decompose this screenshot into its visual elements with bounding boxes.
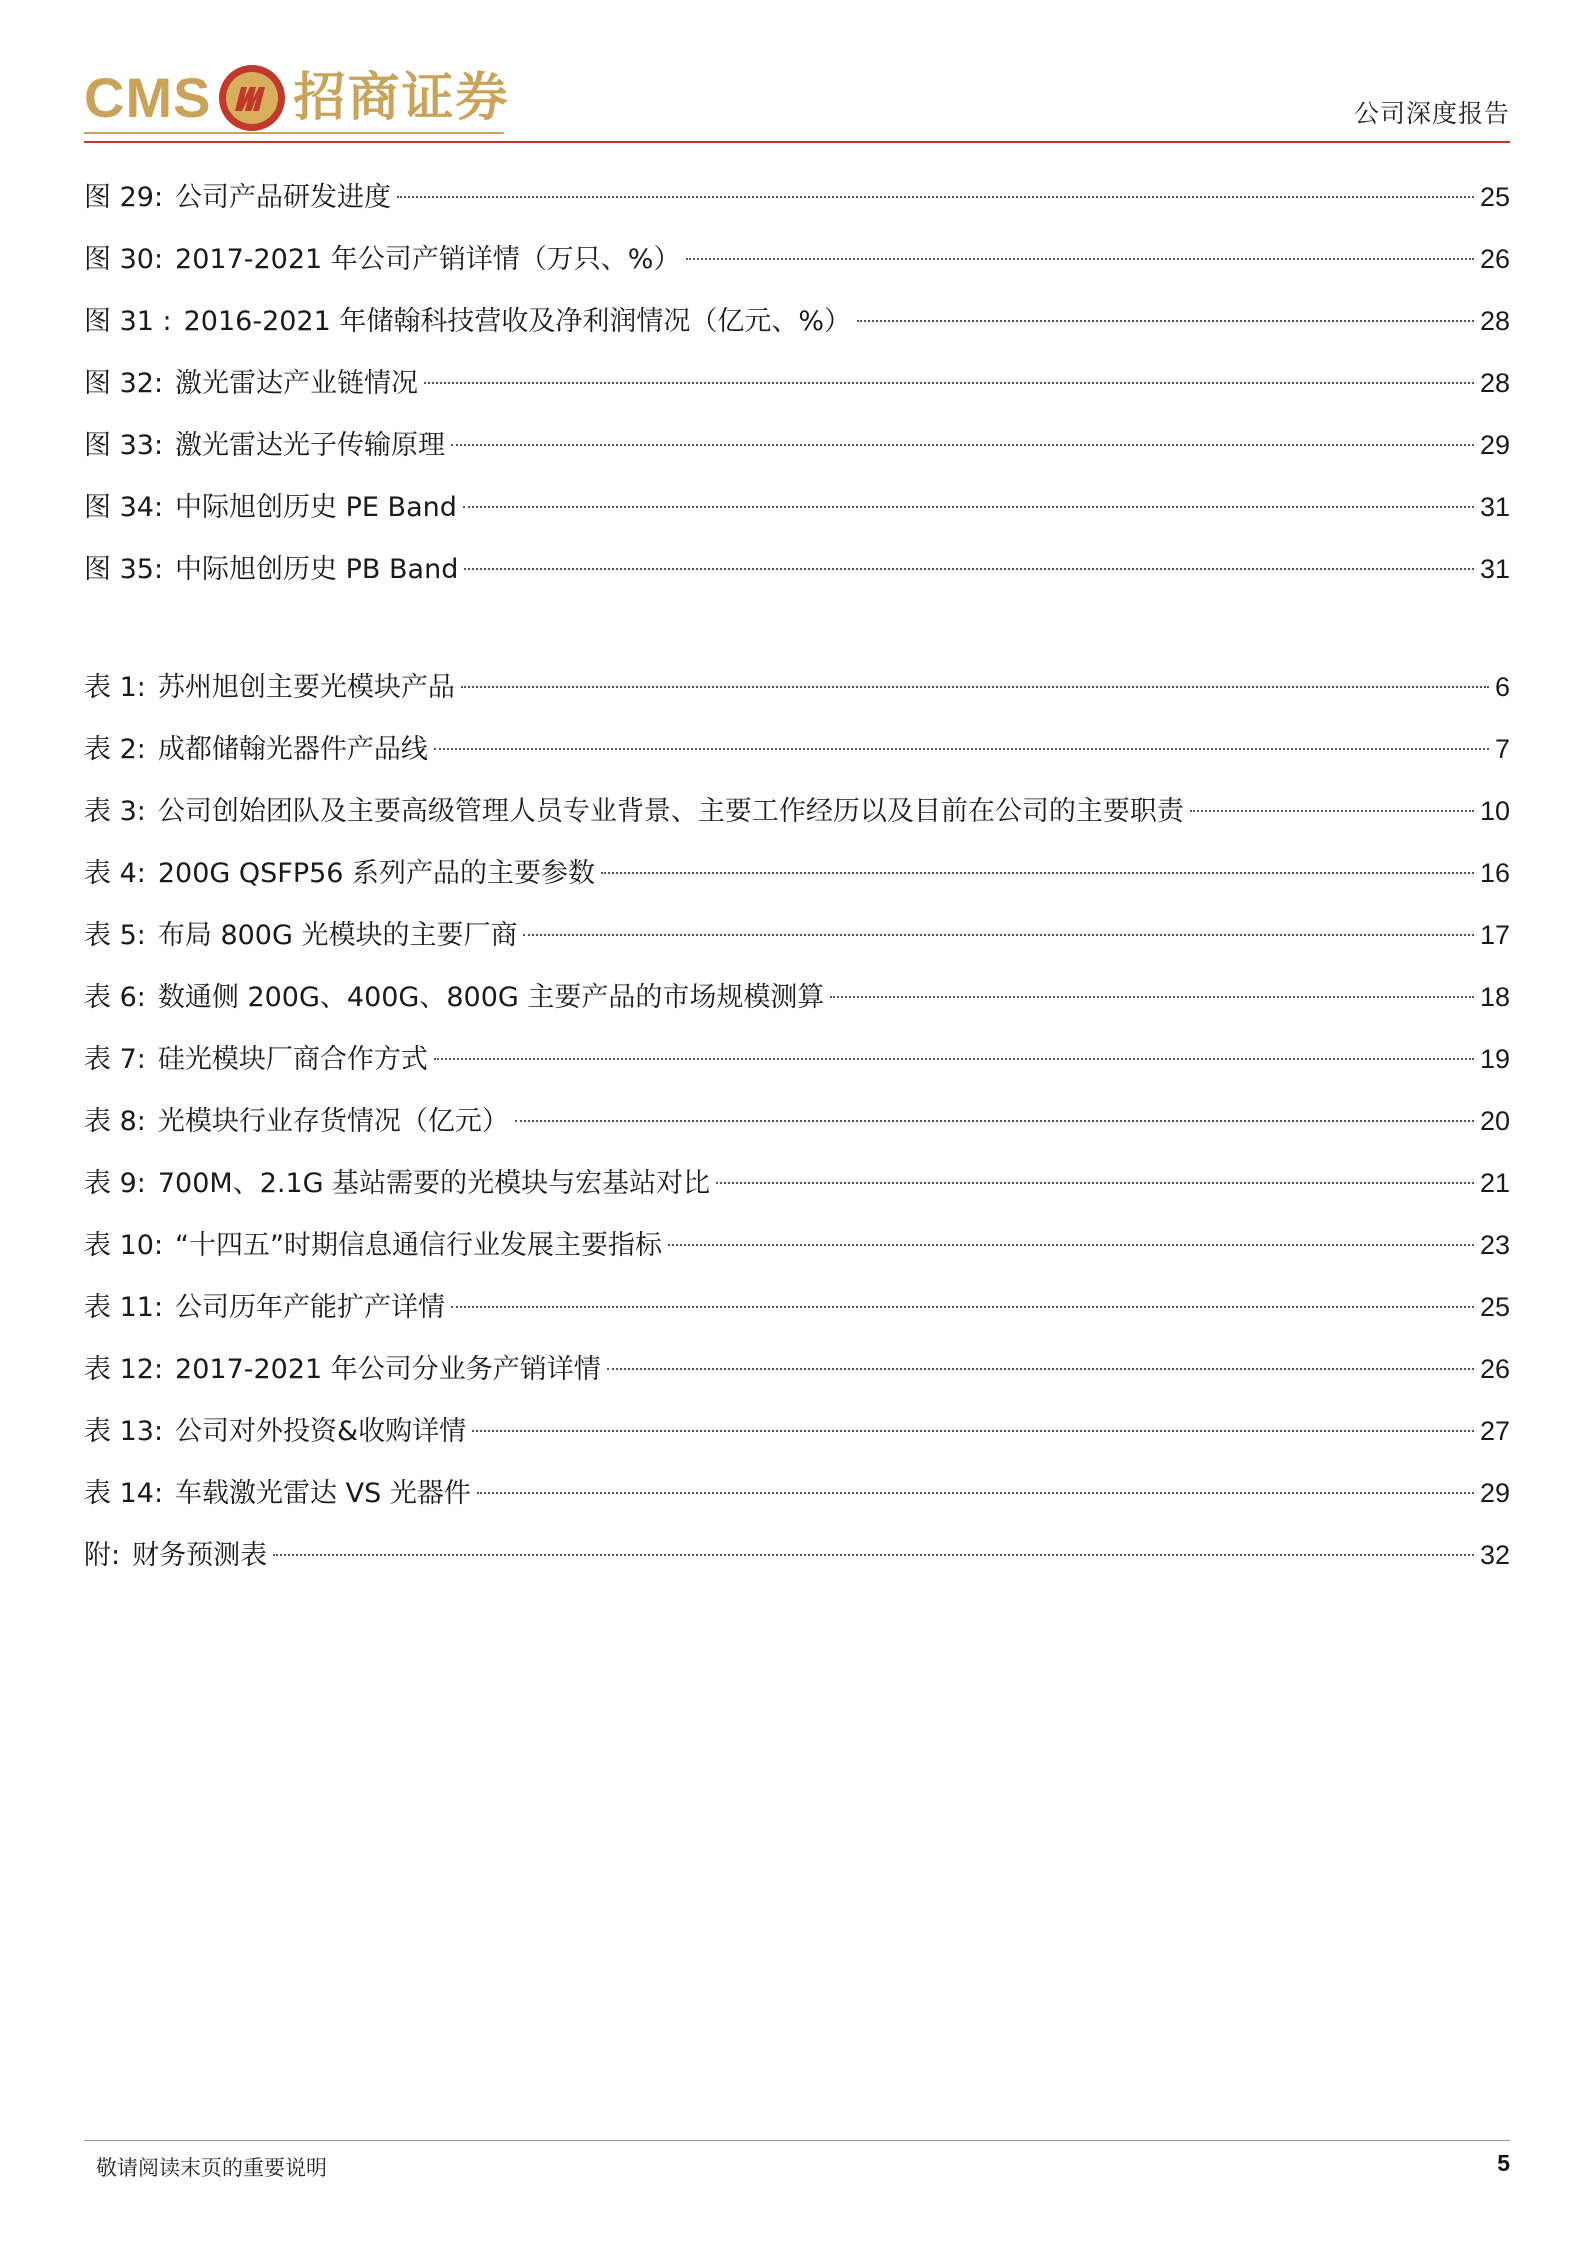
toc-dot-leader [461, 686, 1489, 688]
toc-entry-page: 19 [1479, 1044, 1510, 1074]
toc-entry-label: 表 4: [84, 858, 146, 889]
toc-entry-label: 表 7: [84, 1044, 146, 1075]
table-index-entry[interactable] [84, 1338, 1510, 1400]
toc-entry-page: 26 [1479, 244, 1510, 274]
toc-dot-leader [424, 382, 1474, 384]
figure-index-entry[interactable] [84, 228, 1510, 290]
toc-entry-page: 17 [1479, 920, 1510, 950]
table-index-entry[interactable] [84, 656, 1510, 718]
toc-entry-title: 700M、2.1G 基站需要的光模块与宏基站对比 [157, 1168, 711, 1199]
figure-index-entry[interactable] [84, 352, 1510, 414]
toc-entry-label: 图 35: [84, 554, 164, 585]
toc-entry-title: 硅光模块厂商合作方式 [157, 1044, 428, 1075]
toc-entry-label: 表 8: [84, 1106, 146, 1137]
toc-entry-page: 23 [1479, 1230, 1510, 1260]
toc-entry-label: 图 34: [84, 492, 164, 523]
toc-entry-page: 26 [1479, 1354, 1510, 1384]
toc-dot-leader [434, 1058, 1474, 1060]
toc-entry-title: 光模块行业存货情况（亿元） [157, 1106, 509, 1137]
toc-entry-title: 公司对外投资&收购详情 [175, 1416, 467, 1447]
toc-entry-title: 数通侧 200G、400G、800G 主要产品的市场规模测算 [157, 982, 825, 1013]
toc-entry-page: 32 [1479, 1540, 1510, 1570]
toc-entry-title: 苏州旭创主要光模块产品 [157, 672, 455, 703]
toc-dot-leader [607, 1368, 1474, 1370]
table-index-entry[interactable] [84, 1152, 1510, 1214]
toc-entry-label: 图 31 : [84, 306, 172, 337]
header-divider [84, 141, 1510, 143]
toc-entry-label: 表 14: [84, 1478, 164, 1509]
toc-entry-title: 激光雷达光子传输原理 [175, 430, 446, 461]
toc-entry-title: 激光雷达产业链情况 [175, 368, 419, 399]
toc-entry-page: 27 [1479, 1416, 1510, 1446]
toc-dot-leader [464, 568, 1474, 570]
toc-entry-page: 28 [1479, 306, 1510, 336]
footer-disclaimer: 敬请阅读末页的重要说明 [96, 2156, 327, 2180]
toc-entry-page: 28 [1479, 368, 1510, 398]
toc-entry-page: 31 [1479, 492, 1510, 522]
toc-dot-leader [1190, 810, 1474, 812]
toc-entry-page: 10 [1479, 796, 1510, 826]
toc-entry-page: 21 [1479, 1168, 1510, 1198]
figure-index-entry[interactable] [84, 476, 1510, 538]
toc-entry-title: 2016-2021 年储翰科技营收及净利润情况（亿元、%） [183, 306, 852, 337]
toc-dot-leader [857, 320, 1474, 322]
logo-underline [84, 132, 504, 134]
figure-index-entry[interactable] [84, 290, 1510, 352]
toc-entry-page: 16 [1479, 858, 1510, 888]
figure-index-entry[interactable] [84, 166, 1510, 228]
toc-entry-title: 公司创始团队及主要高级管理人员专业背景、主要工作经历以及目前在公司的主要职责 [157, 796, 1184, 827]
toc-entry-title: 成都储翰光器件产品线 [157, 734, 428, 765]
toc-entry-title: 200G QSFP56 系列产品的主要参数 [157, 858, 596, 889]
toc-entry-page: 29 [1479, 430, 1510, 460]
toc-entry-label: 图 30: [84, 244, 164, 275]
toc-entry-label: 表 6: [84, 982, 146, 1013]
toc-entry-title: 财务预测表 [132, 1540, 268, 1571]
toc-dot-leader [434, 748, 1489, 750]
logo-latin-text: CMS [84, 66, 212, 129]
toc-dot-leader [463, 506, 1474, 508]
toc-entry-title: 公司产品研发进度 [175, 182, 392, 213]
toc-entry-label: 图 29: [84, 182, 164, 213]
toc-dot-leader [601, 872, 1474, 874]
table-index-entry[interactable] [84, 1276, 1510, 1338]
toc-entry-page: 7 [1494, 734, 1510, 764]
page-header [84, 52, 1510, 142]
logo-chinese-text: 招商证券 [293, 68, 510, 128]
figure-index-list [84, 166, 1510, 600]
toc-entry-label: 表 1: [84, 672, 146, 703]
toc-entry-page: 6 [1494, 672, 1510, 702]
footer-divider [84, 2140, 1510, 2141]
table-index-entry[interactable] [84, 1090, 1510, 1152]
toc-entry-label: 表 2: [84, 734, 146, 765]
toc-entry-label: 附: [84, 1540, 121, 1571]
toc-dot-leader [716, 1182, 1474, 1184]
figure-index-entry[interactable] [84, 538, 1510, 600]
toc-dot-leader [397, 196, 1474, 198]
toc-entry-page: 29 [1479, 1478, 1510, 1508]
table-index-entry[interactable] [84, 1028, 1510, 1090]
toc-entry-label: 图 33: [84, 430, 164, 461]
toc-dot-leader [668, 1244, 1474, 1246]
toc-entry-title: 2017-2021 年公司分业务产销详情 [175, 1354, 601, 1385]
toc-dot-leader [515, 1120, 1474, 1122]
table-index-entry[interactable] [84, 1400, 1510, 1462]
toc-dot-leader [472, 1430, 1474, 1432]
table-index-entry[interactable] [84, 780, 1510, 842]
toc-entry-title: 2017-2021 年公司产销详情（万只、%） [175, 244, 681, 275]
table-index-list [84, 656, 1510, 1586]
toc-entry-title: 中际旭创历史 PB Band [175, 554, 459, 585]
toc-dot-leader [830, 996, 1474, 998]
toc-entry-title: 车载激光雷达 VS 光器件 [175, 1478, 471, 1509]
toc-entry-label: 表 5: [84, 920, 146, 951]
page-number: 5 [1497, 2150, 1510, 2176]
table-index-entry[interactable] [84, 1214, 1510, 1276]
toc-entry-title: 布局 800G 光模块的主要厂商 [157, 920, 518, 951]
toc-entry-page: 20 [1479, 1106, 1510, 1136]
toc-dot-leader [686, 258, 1474, 260]
toc-entry-label: 表 13: [84, 1416, 164, 1447]
toc-entry-label: 表 3: [84, 796, 146, 827]
toc-entry-page: 25 [1479, 1292, 1510, 1322]
toc-entry-page: 25 [1479, 182, 1510, 212]
table-index-entry[interactable] [84, 718, 1510, 780]
toc-entry-label: 表 10: [84, 1230, 164, 1261]
table-index-entry[interactable] [84, 904, 1510, 966]
toc-entry-label: 表 12: [84, 1354, 164, 1385]
toc-dot-leader [451, 444, 1474, 446]
report-type: 公司深度报告 [1353, 99, 1510, 128]
toc-dot-leader [523, 934, 1473, 936]
toc-entry-label: 表 11: [84, 1292, 164, 1323]
toc-entry-title: 公司历年产能扩产详情 [175, 1292, 446, 1323]
toc-dot-leader [477, 1492, 1474, 1494]
table-index-entry[interactable] [84, 842, 1510, 904]
toc-entry-label: 表 9: [84, 1168, 146, 1199]
toc-entry-title: 中际旭创历史 PE Band [175, 492, 457, 523]
toc-entry-label: 图 32: [84, 368, 164, 399]
cms-logo [84, 60, 509, 136]
toc-dot-leader [451, 1306, 1474, 1308]
toc-entry-title: “十四五”时期信息通信行业发展主要指标 [175, 1230, 663, 1261]
table-index-entry[interactable] [84, 1524, 1510, 1586]
toc-entry-page: 31 [1479, 554, 1510, 584]
toc-dot-leader [273, 1554, 1474, 1556]
cms-emblem-icon [217, 63, 287, 133]
table-index-entry[interactable] [84, 1462, 1510, 1524]
figure-index-entry[interactable] [84, 414, 1510, 476]
table-index-entry[interactable] [84, 966, 1510, 1028]
toc-entry-page: 18 [1479, 982, 1510, 1012]
